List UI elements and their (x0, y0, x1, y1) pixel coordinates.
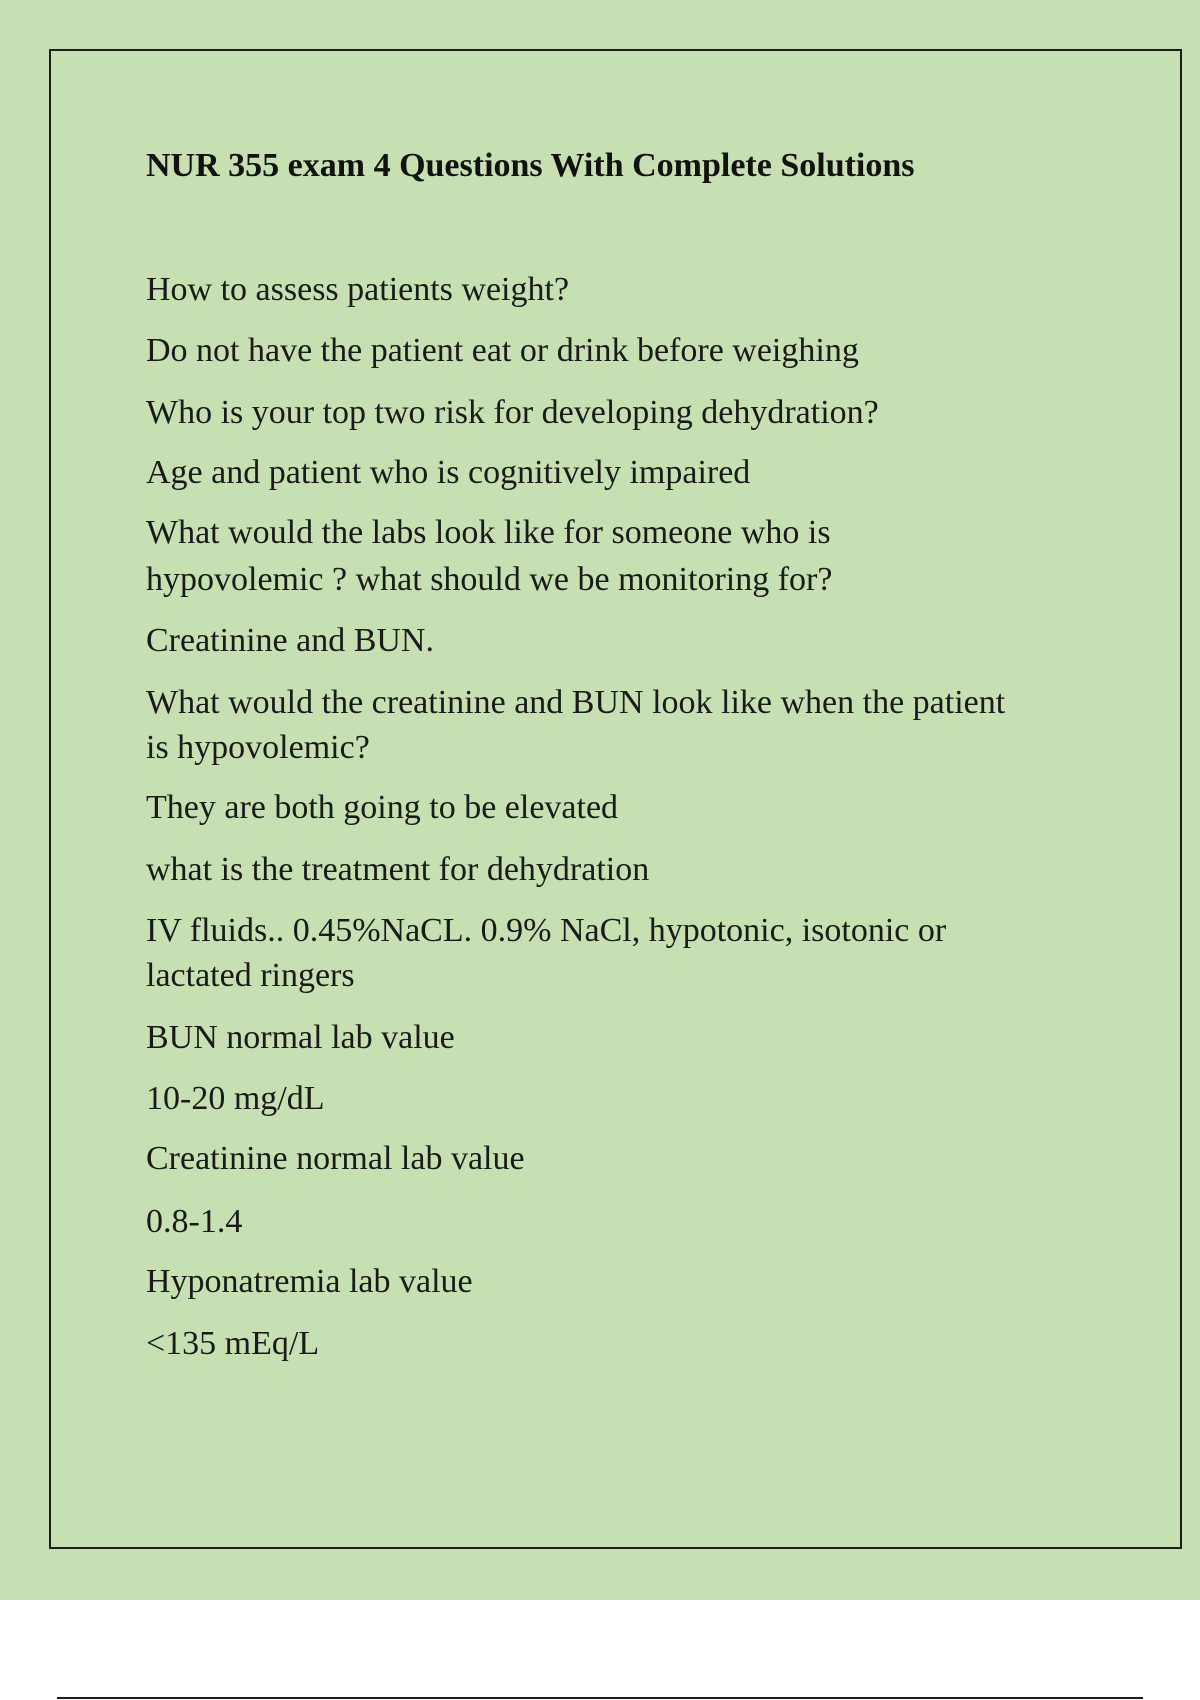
question-line: Who is your top two risk for developing dehydration? (146, 394, 879, 431)
question-line: What would the creatinine and BUN look like when the patient (146, 684, 1006, 721)
question-line: Creatinine normal lab value (146, 1140, 525, 1177)
question-line: Hyponatremia lab value (146, 1263, 473, 1300)
question-line: what is the treatment for dehydration (146, 851, 650, 888)
question-line: is hypovolemic? (146, 729, 370, 766)
answer-line: IV fluids.. 0.45%NaCL. 0.9% NaCl, hypotonic, isotonic or (146, 912, 947, 949)
answer-line: Creatinine and BUN. (146, 622, 434, 659)
answer-line: lactated ringers (146, 957, 355, 994)
question-line: What would the labs look like for someone who is (146, 514, 831, 551)
answer-line: They are both going to be elevated (146, 789, 619, 826)
question-line: BUN normal lab value (146, 1019, 455, 1056)
answer-line: Do not have the patient eat or drink before weighing (146, 332, 859, 369)
answer-line: 0.8-1.4 (146, 1203, 243, 1240)
footer-rule (57, 1697, 1143, 1699)
answer-line: <135 mEq/L (146, 1325, 320, 1362)
answer-line: 10-20 mg/dL (146, 1080, 325, 1117)
document-title: NUR 355 exam 4 Questions With Complete Solutions (146, 147, 915, 184)
question-line: How to assess patients weight? (146, 271, 570, 308)
question-line: hypovolemic ? what should we be monitoring for? (146, 561, 833, 598)
answer-line: Age and patient who is cognitively impaired (146, 454, 751, 491)
